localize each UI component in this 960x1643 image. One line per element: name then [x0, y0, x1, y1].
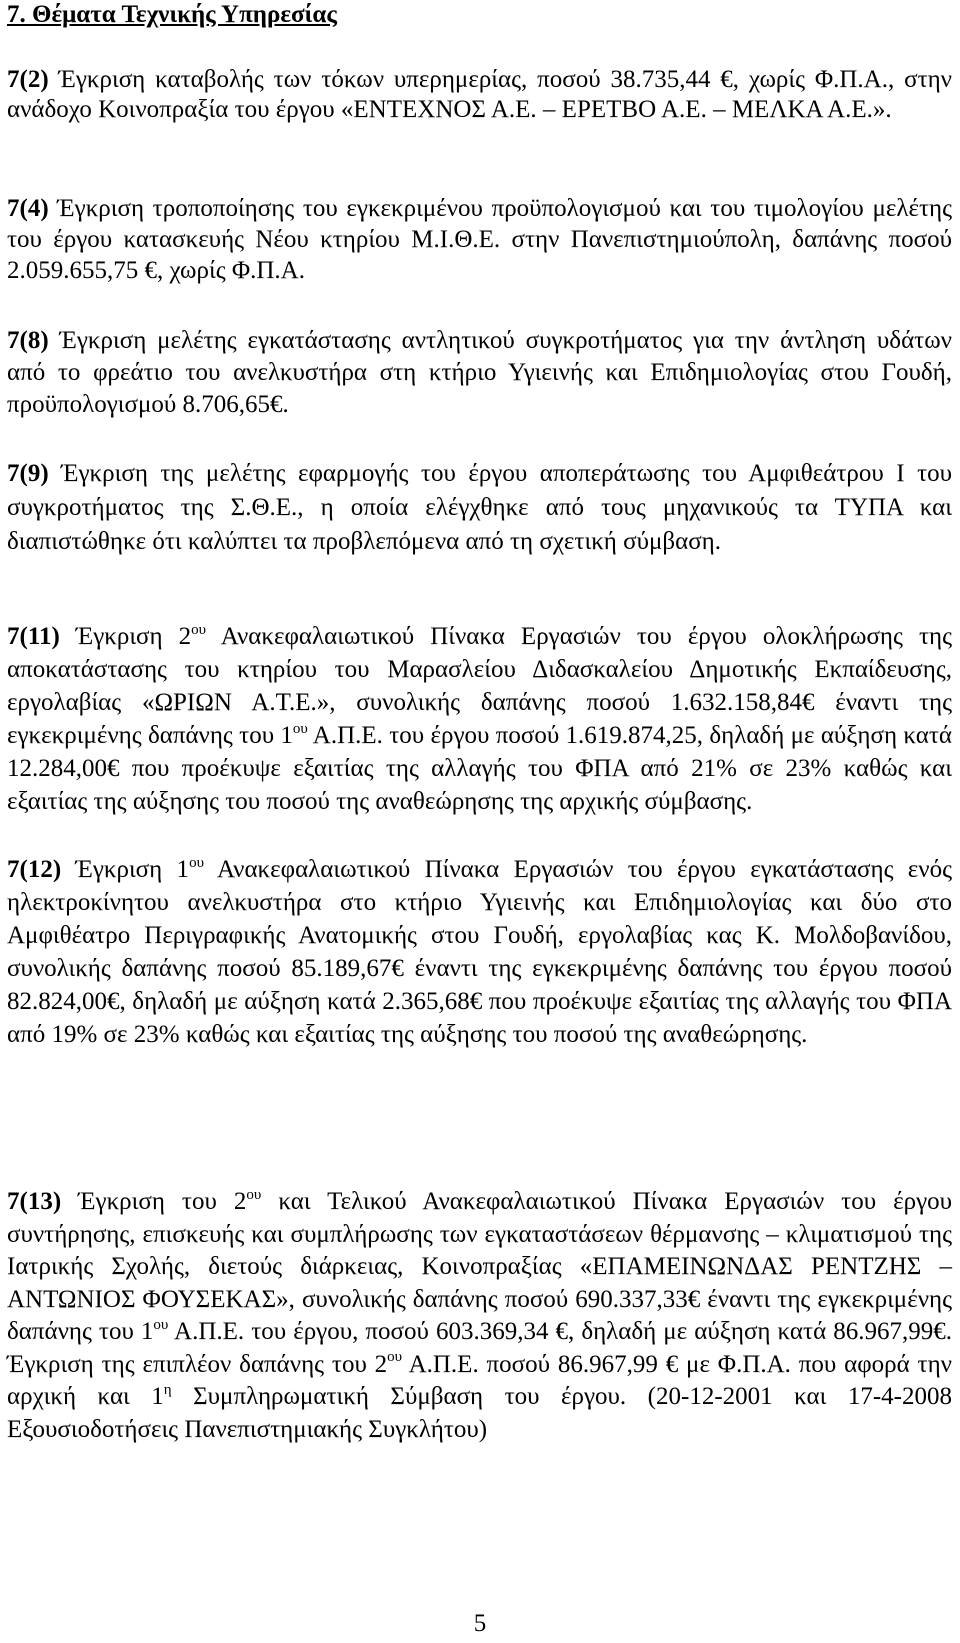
- item-number: 7(9): [7, 460, 49, 487]
- item-number: 7(4): [7, 195, 49, 222]
- item-7-11: [7, 620, 952, 818]
- item-number: 7(8): [7, 327, 49, 354]
- item-text: Α.Π.Ε. του έργου ποσού 1.619.874,25, δηλαδή με αύξηση κατά 12.284,00€ που προέκυψε εξαιτίας της αλλαγής του ΦΠΑ από 21% σε 23% καθώς και εξαιτίας της αύξησης του ποσού της αναθεώρησης της αρχικής σύμβασης.: [7, 722, 953, 815]
- ordinal-superscript: ου: [189, 854, 204, 871]
- item-number: 7(12): [7, 856, 62, 883]
- item-text: Α.Π.Ε. του έργου, ποσού 603.369,34 €, δηλαδή με αύξηση κατά 86.967,99€. Έγκριση της επιπλέον δαπάνης του 2: [7, 1318, 952, 1378]
- item-7-9: [7, 457, 952, 559]
- item-7-8: [7, 325, 952, 421]
- item-text: Έγκριση μελέτης εγκατάστασης αντλητικού συγκροτήματος για την άντληση υδάτων από το φρεάτιο του ανελκυστήρα στη κτήριο Υγιεινής και Επιδημιολογίας στου Γουδή, προϋπολογισμού 8.706,65€.: [7, 327, 952, 418]
- ordinal-superscript: ου: [246, 1186, 262, 1203]
- ordinal-superscript: ου: [292, 720, 308, 737]
- item-text: Συμπληρωματική Σύμβαση του έργου. (20-12-2001 και 17-4-2008 Εξουσιοδοτήσεις Πανεπιστημιακής Συγκλήτου): [7, 1383, 952, 1443]
- item-7-2: [7, 65, 952, 125]
- item-7-13: [7, 1186, 952, 1446]
- item-number: 7(11): [7, 623, 60, 650]
- item-text: Έγκριση του 2: [61, 1188, 247, 1215]
- item-text: Ανακεφαλαιωτικού Πίνακα Εργασιών του έργου ολοκλήρωσης της αποκατάστασης του κτηρίου του Μαρασλείου Διδασκαλείου Δημοτικής Εκπαίδευσης, εργολαβίας «ΩΡΙΩΝ Α.Τ.Ε.», συνολικής δαπάνης ποσού 1.632.158,84€ έναντι της εγκεκριμένης δαπάνης του 1: [7, 623, 952, 749]
- ordinal-superscript: ου: [153, 1316, 169, 1333]
- ordinal-superscript: η: [163, 1381, 172, 1398]
- section-title: 7. Θέματα Τεχνικής Υπηρεσίας: [7, 1, 337, 28]
- ordinal-superscript: ου: [191, 621, 207, 638]
- item-text: Α.Π.Ε. ποσού 86.967,99 € με Φ.Π.Α. που αφορά την αρχική και 1: [7, 1350, 952, 1410]
- item-number: 7(13): [7, 1188, 62, 1215]
- item-7-4: [7, 193, 952, 286]
- page-number: 5: [473, 1610, 487, 1637]
- item-text: Έγκριση 2: [59, 623, 192, 650]
- ordinal-superscript: ου: [387, 1349, 403, 1366]
- item-number: 7(2): [7, 66, 49, 93]
- item-text: Ανακεφαλαιωτικού Πίνακα Εργασιών του έργου εγκατάστασης ενός ηλεκτροκίνητου ανελκυστήρα στο κτήριο Υγιεινής και Επιδημιολογίας και δύο στο Αμφιθέατρο Περιγραφικής Ανατομικής στου Γουδή, εργολαβίας κας Κ. Μολδοβανίδου, συνολικής δαπάνης ποσού 85.189,67€ έναντι της εγκεκριμένης δαπάνης του έργου ποσού 82.824,00€, δηλαδή με αύξηση κατά 2.365,68€ που προέκυψε εξαιτίας της αλλαγής του ΦΠΑ από 19% σε 23% καθώς και εξαιτίας της αύξησης του ποσού της αναθεώρησης.: [7, 856, 953, 1048]
- item-text: Έγκριση της μελέτης εφαρμογής του έργου αποπεράτωσης του Αμφιθεάτρου Ι του συγκροτήματος της Σ.Θ.Ε., η οποία ελέγχθηκε από τους μηχανικούς τα ΤΥΠΑ και διαπιστώθηκε ότι καλύπτει τα προβλεπόμενα από τη σχετική σύμβαση.: [7, 460, 952, 555]
- item-text: Έγκριση καταβολής των τόκων υπερημερίας, ποσού 38.735,44 €, χωρίς Φ.Π.Α., στην ανάδοχο Κοινοπραξία του έργου «ΕΝΤΕΧΝΟΣ Α.Ε. – ΕΡΕΤΒΟ Α.Ε. – ΜΕΛΚΑ Α.Ε.».: [7, 66, 952, 123]
- item-text: Έγκριση τροποποίησης του εγκεκριμένου προϋπολογισμού και του τιμολογίου μελέτης του έργου κατασκευής Νέου κτηρίου Μ.Ι.Θ.Ε. στην Πανεπιστημιούπολη, δαπάνης ποσού 2.059.655,75 €, χωρίς Φ.Π.Α.: [7, 195, 952, 284]
- item-text: και Τελικού Ανακεφαλαιωτικού Πίνακα Εργασιών του έργου συντήρησης, επισκευής και συμπλήρωσης των εγκαταστάσεων θέρμανσης – κλιματισμού της Ιατρικής Σχολής, διετούς διάρκειας, Κοινοπραξίας «ΕΠΑΜΕΙΝΩΝΔΑΣ ΡΕΝΤΖΗΣ – ΑΝΤΩΝΙΟΣ ΦΟΥΣΕΚΑΣ», συνολικής δαπάνης ποσού 690.337,33€ έναντι της εγκεκριμένης δαπάνης του 1: [7, 1188, 953, 1345]
- item-7-12: [7, 853, 952, 1051]
- item-text: Έγκριση 1: [61, 856, 190, 883]
